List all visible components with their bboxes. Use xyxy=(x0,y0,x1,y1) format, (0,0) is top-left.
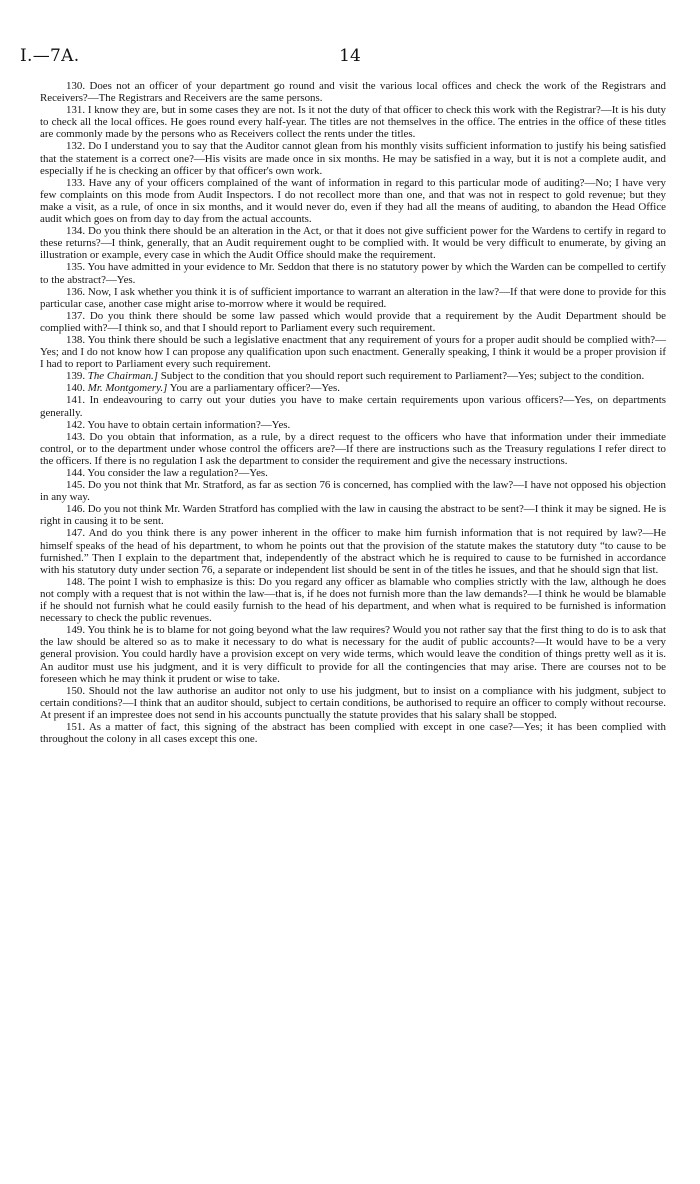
paragraph-text: I know they are, but in some cases they are not. Is it not the duty of that officer to check this work with the Registrar?—It is his duty to check all the local offices. He goes round every half-year. The titles are not themselves in the office. The entries in the office of these titles are commonly made by the persons who as Receivers collect the rents under the titles. xyxy=(40,104,666,141)
question-paragraph xyxy=(40,334,666,370)
question-number: 145. xyxy=(66,479,86,492)
paragraph-text: Should not the law authorise an auditor not only to use his judgment, but to insist on a compliance with his judgment, subject to certain conditions?—I think that an auditor should, subject to certain conditions, be authorised to require an officer to comply without recourse. At present if an imprestee does not send in his accounts punctually the statute provides that his salary shall be stopped. xyxy=(40,684,666,721)
question-number: 148. xyxy=(66,575,86,588)
paragraph-text: Does not an officer of your department go round and visit the various local offices and check the work of the Registrars and Receivers?—The Registrars and Receivers are the same persons. xyxy=(40,80,666,105)
question-paragraph xyxy=(40,104,666,140)
question-paragraph xyxy=(40,576,666,624)
paragraph-text: You think there should be such a legislative enactment that any requirement of yours for a proper audit should be complied with?—Yes; and I do not know how I can propose any qualification upon such enactment. Generally speaking, I think it would be a proper provision if I had to report to Parliament every such requirement. xyxy=(40,333,666,371)
question-paragraph xyxy=(40,685,666,721)
question-paragraph xyxy=(40,310,666,334)
question-number: 150. xyxy=(66,684,86,697)
question-number: 137. xyxy=(66,309,86,322)
question-number: 135. xyxy=(66,261,86,274)
speaker-label: Mr. Montgomery.] xyxy=(87,382,168,395)
question-number: 149. xyxy=(66,624,86,637)
question-number: 146. xyxy=(66,503,86,516)
paragraph-text: Do you not think that Mr. Stratford, as far as section 76 is concerned, has complied with the law?—I have not opposed his objection in any way. xyxy=(40,479,666,504)
question-paragraph xyxy=(40,479,666,503)
question-paragraph xyxy=(40,503,666,527)
question-paragraph xyxy=(40,261,666,285)
question-number: 136. xyxy=(66,285,86,298)
question-paragraph xyxy=(40,467,666,479)
question-paragraph xyxy=(40,286,666,310)
paragraph-text: Do I understand you to say that the Auditor cannot glean from his monthly visits sufficient information to justify his being satisfied that the statement is a correct one?—His visits are made once in six months. He may be satisfied in a way, but it is not a complete audit, and especially if he is checking an officer by that officer's own work. xyxy=(40,140,666,177)
paragraph-text: As a matter of fact, this signing of the abstract has been complied with except in one case?—Yes; it has been complied with throughout the colony in all cases except this one. xyxy=(40,720,666,746)
question-paragraph xyxy=(40,177,666,225)
question-number: 139. xyxy=(66,370,86,383)
question-paragraph xyxy=(40,140,666,176)
paragraph-text: Do you think there should be an alteration in the Act, or that it does not give sufficient power for the Wardens to certify in regard to these returns?—I think, generally, that an Audit requirement ought to be complied with. It would be very difficult to enumerate, by giving an illustration or example, every case in which the Audit Office should make the requirement. xyxy=(40,225,666,262)
paragraph-text: And do you think there is any power inherent in the officer to make him furnish information that is not required by law?—He himself speaks of the head of his department, to whom he points out that the provision of the statute makes the statutory duty “to cause to be furnished.” Then I explain to the department that, independently of the abstract which he is required to cause to be furnished in accordance with his statutory duty under section 76, a separate or independent list should be sent in of the titles he issues, and that he should sign that list. xyxy=(40,527,666,576)
paragraph-text: Now, I ask whether you think it is of sufficient importance to warrant an alteration in the law?—If that were done to provide for this particular case, another case might arise to-morrow where it would be required. xyxy=(40,285,666,310)
paragraph-text: Do you not think Mr. Warden Stratford has complied with the law in causing the abstract to be sent?—I think it may be signed. He is right in causing it to be sent. xyxy=(40,503,666,528)
paragraph-text: The point I wish to emphasize is this: Do you regard any officer as blamable who complies strictly with the law, although he does not comply with a request that is not within the law—that is, if he does not furnish more than the law demands?—I think he would be blamable if he should not furnish what he could easily furnish to the head of his department, and when what is required to be furnished is information necessary to check the public revenues. xyxy=(40,575,667,625)
paragraph-text: Subject to the condition that you should report such requirement to Parliament?—Yes; subject to the condition. xyxy=(160,370,645,383)
document-reference: I.—7A. xyxy=(20,46,80,66)
question-paragraph xyxy=(40,394,666,418)
question-number: 134. xyxy=(66,225,86,238)
question-number: 147. xyxy=(66,527,86,540)
paragraph-text: You think he is to blame for not going beyond what the law requires? Would you not rather say that the first thing to do is to ask that the law should be altered so as to make it necessary to do what is necessary for the audit of public accounts?—It would have to be a very general provision. You could hardly have a provision except on very wide terms, which would leave the condition of things pretty well as it is. An auditor must use his judgment, and it is very difficult to provide for all the contingencies that may arise. There are courses not to be foreseen which he may think it prudent or wise to take. xyxy=(40,624,666,685)
question-number: 142. xyxy=(66,418,86,431)
question-paragraph xyxy=(40,419,666,431)
paragraph-text: Do you think there should be some law passed which would provide that a requirement by the Audit Department should be complied with?—I think so, and that I should report to Parliament every such requirement. xyxy=(40,309,666,334)
page-header xyxy=(20,46,680,70)
paragraph-text: In endeavouring to carry out your duties you have to make certain requirements upon various officers?—Yes, on departments generally. xyxy=(40,394,666,419)
paragraph-text: Do you obtain that information, as a rule, by a direct request to the officers who have that information under their immediate control, or to the department under whose control the officers are?—If there are instructions such as the Treasury regulations I refer direct to the officers. If there is no regulation I ask the department to consider the requirement and give the necessary instructions. xyxy=(40,430,666,467)
paragraph-text: You are a parliamentary officer?—Yes. xyxy=(169,382,340,395)
page-number: 14 xyxy=(339,46,361,66)
question-number: 144. xyxy=(66,467,86,479)
paragraph-text: You consider the law a regulation?—Yes. xyxy=(87,467,268,479)
paragraph-text: You have to obtain certain information?—Yes. xyxy=(87,418,291,431)
question-number: 130. xyxy=(66,80,86,92)
question-paragraph xyxy=(40,431,666,467)
question-paragraph xyxy=(40,721,666,745)
question-number: 132. xyxy=(66,140,86,153)
question-number: 151. xyxy=(66,720,86,733)
question-paragraph xyxy=(40,370,666,382)
question-paragraph xyxy=(40,624,666,684)
question-paragraph xyxy=(40,527,666,575)
question-number: 138. xyxy=(66,333,86,346)
evidence-text xyxy=(40,80,666,745)
speaker-label: The Chairman.] xyxy=(87,370,158,383)
paragraph-text: You have admitted in your evidence to Mr. Seddon that there is no statutory power by which the Warden can be compelled to certify to the abstract?—Yes. xyxy=(40,261,666,286)
question-number: 140. xyxy=(66,382,86,395)
question-paragraph xyxy=(40,80,666,104)
question-number: 131. xyxy=(66,104,86,117)
question-paragraph xyxy=(40,382,666,394)
question-number: 143. xyxy=(66,430,86,443)
question-paragraph xyxy=(40,225,666,261)
question-number: 133. xyxy=(66,176,86,189)
paragraph-text: Have any of your officers complained of the want of information in regard to this particular mode of auditing?—No; I have very few complaints on this mode from Audit Inspectors. I do not recollect more than one, and that was not in respect to gold revenue; but they make a visit, as a rule, of once in six months, and it would never do, even if they had all the means of auditing, to abandon the Head Office audit which goes on from day to day from the actual accounts. xyxy=(40,176,666,226)
question-number: 141. xyxy=(66,394,86,407)
